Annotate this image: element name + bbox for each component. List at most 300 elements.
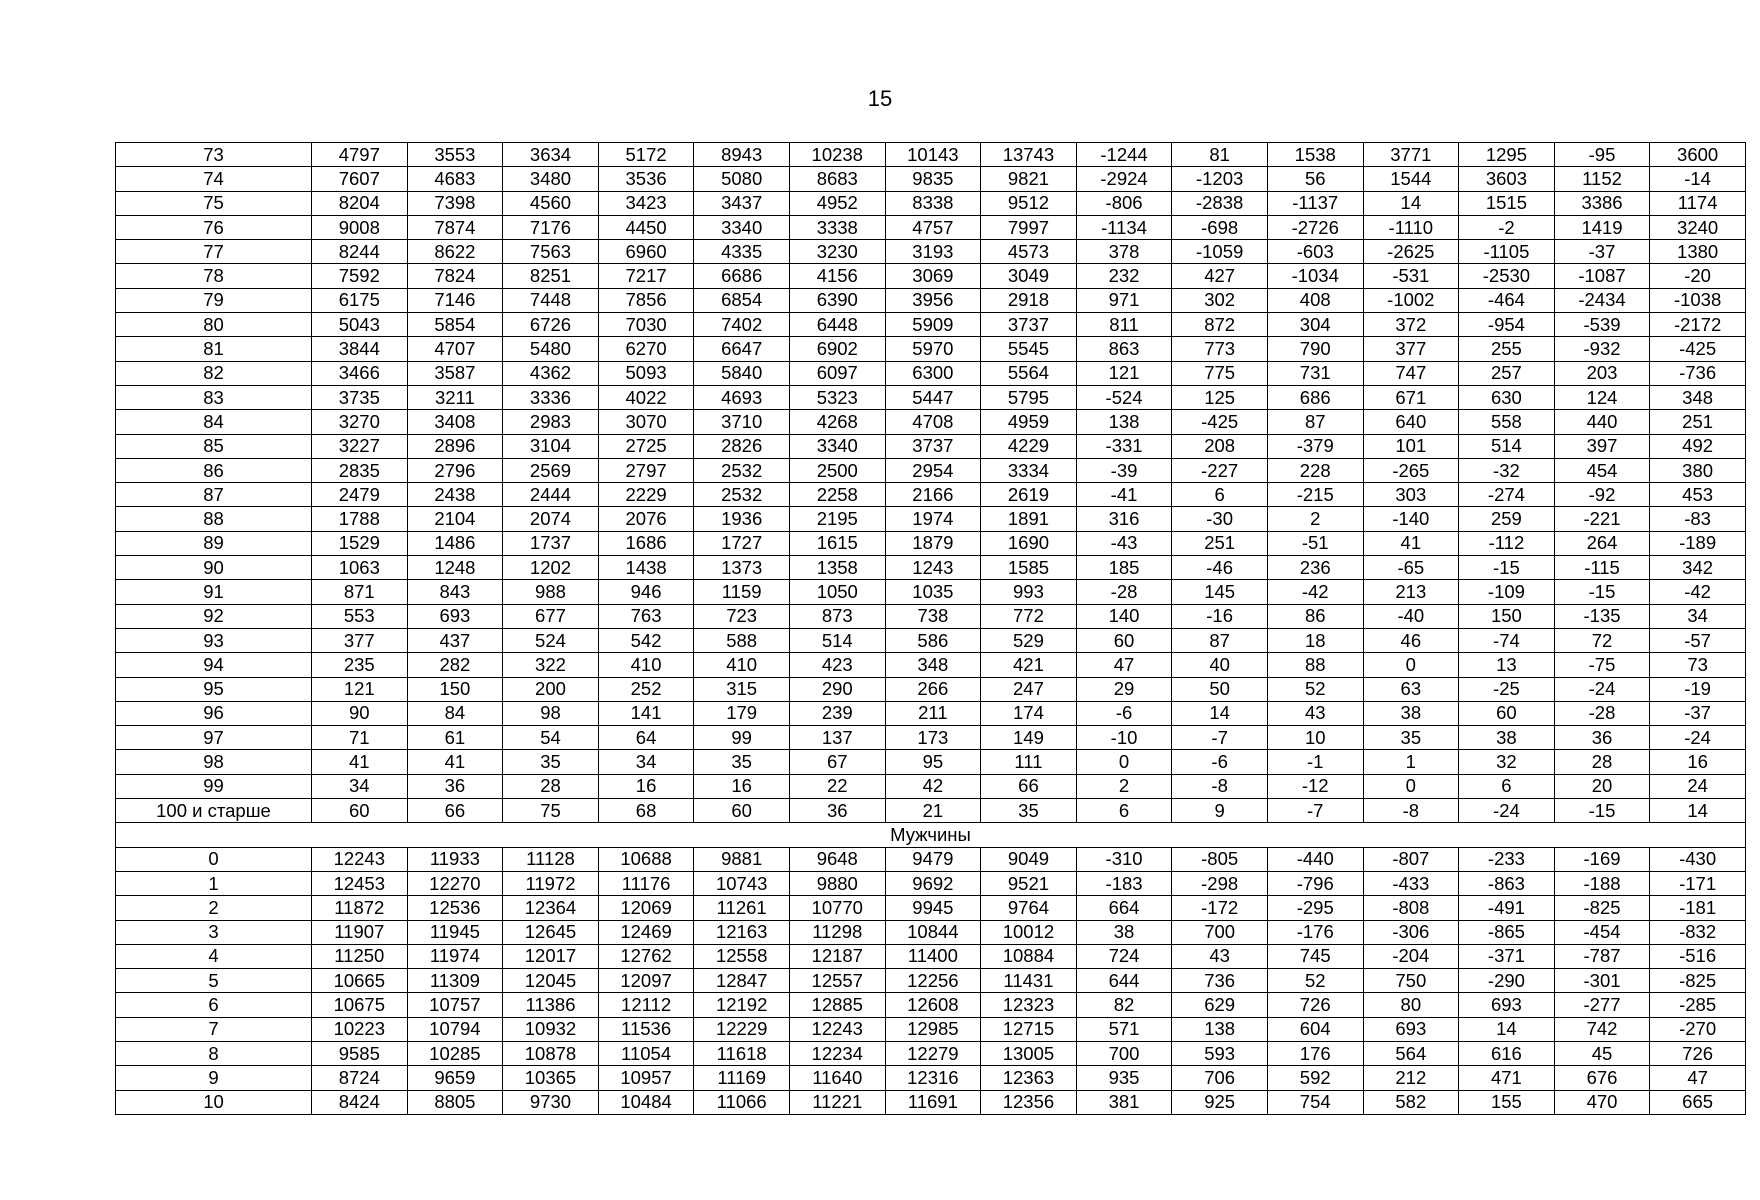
- value-cell: -43: [1076, 531, 1172, 555]
- section-label: Мужчины: [116, 823, 1746, 847]
- value-cell: 2983: [503, 410, 599, 434]
- value-cell: 41: [1363, 531, 1459, 555]
- value-cell: 11972: [503, 871, 599, 895]
- value-cell: 22: [789, 774, 885, 798]
- value-cell: 5480: [503, 337, 599, 361]
- value-cell: 700: [1172, 920, 1268, 944]
- value-cell: 10675: [312, 993, 408, 1017]
- value-cell: 706: [1172, 1066, 1268, 1090]
- value-cell: -176: [1267, 920, 1363, 944]
- page-number: 15: [867, 86, 893, 111]
- value-cell: 586: [885, 628, 981, 652]
- value-cell: 10: [1267, 726, 1363, 750]
- value-cell: 6854: [694, 288, 790, 312]
- value-cell: 3956: [885, 288, 981, 312]
- value-cell: 111: [981, 750, 1077, 774]
- value-cell: 514: [789, 628, 885, 652]
- value-cell: 11169: [694, 1066, 790, 1090]
- value-cell: -806: [1076, 191, 1172, 215]
- value-cell: 9659: [407, 1066, 503, 1090]
- value-cell: 2500: [789, 458, 885, 482]
- value-cell: 3070: [598, 410, 694, 434]
- value-cell: -379: [1267, 434, 1363, 458]
- value-cell: 1152: [1554, 167, 1650, 191]
- value-cell: -10: [1076, 726, 1172, 750]
- value-cell: 145: [1172, 580, 1268, 604]
- value-cell: 529: [981, 628, 1077, 652]
- value-cell: 471: [1459, 1066, 1555, 1090]
- value-cell: -46: [1172, 556, 1268, 580]
- value-cell: 423: [789, 653, 885, 677]
- value-cell: 1585: [981, 556, 1077, 580]
- value-cell: 11261: [694, 896, 790, 920]
- table-row: [116, 483, 1746, 507]
- value-cell: -65: [1363, 556, 1459, 580]
- value-cell: 671: [1363, 385, 1459, 409]
- value-cell: 6448: [789, 313, 885, 337]
- value-cell: 21: [885, 799, 981, 823]
- value-cell: 726: [1267, 993, 1363, 1017]
- value-cell: 10012: [981, 920, 1077, 944]
- value-cell: 5093: [598, 361, 694, 385]
- value-cell: 12469: [598, 920, 694, 944]
- value-cell: 35: [981, 799, 1077, 823]
- value-cell: 322: [503, 653, 599, 677]
- value-cell: -464: [1459, 288, 1555, 312]
- age-cell: 90: [116, 556, 312, 580]
- value-cell: 60: [694, 799, 790, 823]
- value-cell: -83: [1650, 507, 1746, 531]
- value-cell: 12557: [789, 969, 885, 993]
- value-cell: 440: [1554, 410, 1650, 434]
- value-cell: -181: [1650, 896, 1746, 920]
- value-cell: 630: [1459, 385, 1555, 409]
- value-cell: 542: [598, 628, 694, 652]
- age-cell: 86: [116, 458, 312, 482]
- value-cell: 1174: [1650, 191, 1746, 215]
- value-cell: 12316: [885, 1066, 981, 1090]
- value-cell: 731: [1267, 361, 1363, 385]
- value-cell: 4022: [598, 385, 694, 409]
- value-cell: 1380: [1650, 240, 1746, 264]
- value-cell: -1087: [1554, 264, 1650, 288]
- value-cell: -115: [1554, 556, 1650, 580]
- table-row: [116, 410, 1746, 434]
- value-cell: 397: [1554, 434, 1650, 458]
- value-cell: -1134: [1076, 215, 1172, 239]
- value-cell: 2532: [694, 458, 790, 482]
- value-cell: 13005: [981, 1041, 1077, 1065]
- value-cell: 593: [1172, 1041, 1268, 1065]
- value-cell: 7146: [407, 288, 503, 312]
- value-cell: 34: [1650, 604, 1746, 628]
- value-cell: -215: [1267, 483, 1363, 507]
- value-cell: 378: [1076, 240, 1172, 264]
- value-cell: 616: [1459, 1041, 1555, 1065]
- value-cell: -30: [1172, 507, 1268, 531]
- value-cell: 2258: [789, 483, 885, 507]
- value-cell: 1373: [694, 556, 790, 580]
- value-cell: 43: [1172, 944, 1268, 968]
- value-cell: 155: [1459, 1090, 1555, 1114]
- value-cell: -172: [1172, 896, 1268, 920]
- value-cell: 10143: [885, 143, 981, 167]
- value-cell: 9945: [885, 896, 981, 920]
- value-cell: 3423: [598, 191, 694, 215]
- value-cell: 3737: [885, 434, 981, 458]
- value-cell: 1974: [885, 507, 981, 531]
- value-cell: 1159: [694, 580, 790, 604]
- value-cell: 11400: [885, 944, 981, 968]
- value-cell: 259: [1459, 507, 1555, 531]
- value-cell: -6: [1172, 750, 1268, 774]
- age-cell: 85: [116, 434, 312, 458]
- value-cell: 54: [503, 726, 599, 750]
- value-cell: -2434: [1554, 288, 1650, 312]
- table-row: [116, 531, 1746, 555]
- value-cell: 8251: [503, 264, 599, 288]
- value-cell: -24: [1459, 799, 1555, 823]
- value-cell: 2569: [503, 458, 599, 482]
- table-row: [116, 288, 1746, 312]
- age-cell: 75: [116, 191, 312, 215]
- value-cell: 20: [1554, 774, 1650, 798]
- value-cell: 1737: [503, 531, 599, 555]
- value-cell: 724: [1076, 944, 1172, 968]
- value-cell: 16: [1650, 750, 1746, 774]
- value-cell: -42: [1267, 580, 1363, 604]
- value-cell: -24: [1554, 677, 1650, 701]
- age-cell: 91: [116, 580, 312, 604]
- table-row: [116, 167, 1746, 191]
- value-cell: -112: [1459, 531, 1555, 555]
- value-cell: 101: [1363, 434, 1459, 458]
- value-cell: 3386: [1554, 191, 1650, 215]
- value-cell: 1: [1363, 750, 1459, 774]
- age-cell: 78: [116, 264, 312, 288]
- value-cell: 421: [981, 653, 1077, 677]
- value-cell: 664: [1076, 896, 1172, 920]
- value-cell: 303: [1363, 483, 1459, 507]
- table-row: [116, 507, 1746, 531]
- value-cell: 1544: [1363, 167, 1459, 191]
- value-cell: 686: [1267, 385, 1363, 409]
- value-cell: 11691: [885, 1090, 981, 1114]
- value-cell: -24: [1650, 726, 1746, 750]
- age-cell: 100 и старше: [116, 799, 312, 823]
- value-cell: 3104: [503, 434, 599, 458]
- value-cell: 12608: [885, 993, 981, 1017]
- value-cell: 61: [407, 726, 503, 750]
- value-cell: 1788: [312, 507, 408, 531]
- value-cell: 179: [694, 701, 790, 725]
- value-cell: 11176: [598, 871, 694, 895]
- value-cell: 3408: [407, 410, 503, 434]
- value-cell: 6902: [789, 337, 885, 361]
- value-cell: 6097: [789, 361, 885, 385]
- value-cell: -301: [1554, 969, 1650, 993]
- value-cell: -265: [1363, 458, 1459, 482]
- value-cell: 10688: [598, 847, 694, 871]
- value-cell: 7448: [503, 288, 599, 312]
- value-cell: 11974: [407, 944, 503, 968]
- value-cell: -2625: [1363, 240, 1459, 264]
- value-cell: 10285: [407, 1041, 503, 1065]
- value-cell: -32: [1459, 458, 1555, 482]
- value-cell: 935: [1076, 1066, 1172, 1090]
- value-cell: 11298: [789, 920, 885, 944]
- value-cell: 8622: [407, 240, 503, 264]
- value-cell: 2444: [503, 483, 599, 507]
- value-cell: 1686: [598, 531, 694, 555]
- value-cell: 66: [407, 799, 503, 823]
- value-cell: 247: [981, 677, 1077, 701]
- age-cell: 84: [116, 410, 312, 434]
- value-cell: 592: [1267, 1066, 1363, 1090]
- table-row: [116, 750, 1746, 774]
- value-cell: 3466: [312, 361, 408, 385]
- value-cell: 2918: [981, 288, 1077, 312]
- value-cell: 141: [598, 701, 694, 725]
- table-row: [116, 240, 1746, 264]
- value-cell: 2076: [598, 507, 694, 531]
- value-cell: 3338: [789, 215, 885, 239]
- value-cell: -204: [1363, 944, 1459, 968]
- value-cell: 87: [1172, 628, 1268, 652]
- value-cell: 50: [1172, 677, 1268, 701]
- value-cell: 5970: [885, 337, 981, 361]
- table-row: [116, 556, 1746, 580]
- value-cell: 14: [1459, 1017, 1555, 1041]
- value-cell: 9880: [789, 871, 885, 895]
- value-cell: 24: [1650, 774, 1746, 798]
- value-cell: 7592: [312, 264, 408, 288]
- value-cell: 12364: [503, 896, 599, 920]
- value-cell: 174: [981, 701, 1077, 725]
- table-row: [116, 604, 1746, 628]
- age-cell: 2: [116, 896, 312, 920]
- value-cell: -7: [1172, 726, 1268, 750]
- value-cell: 150: [407, 677, 503, 701]
- value-cell: 10957: [598, 1066, 694, 1090]
- value-cell: 871: [312, 580, 408, 604]
- value-cell: 750: [1363, 969, 1459, 993]
- value-cell: -1002: [1363, 288, 1459, 312]
- value-cell: -832: [1650, 920, 1746, 944]
- value-cell: -1244: [1076, 143, 1172, 167]
- value-cell: 380: [1650, 458, 1746, 482]
- age-cell: 6: [116, 993, 312, 1017]
- value-cell: 7176: [503, 215, 599, 239]
- value-cell: 10757: [407, 993, 503, 1017]
- value-cell: -39: [1076, 458, 1172, 482]
- value-cell: 29: [1076, 677, 1172, 701]
- value-cell: -290: [1459, 969, 1555, 993]
- value-cell: 7030: [598, 313, 694, 337]
- value-cell: 124: [1554, 385, 1650, 409]
- value-cell: 11066: [694, 1090, 790, 1114]
- value-cell: -1137: [1267, 191, 1363, 215]
- value-cell: 12270: [407, 871, 503, 895]
- table-row: [116, 969, 1746, 993]
- value-cell: 10794: [407, 1017, 503, 1041]
- value-cell: 11618: [694, 1041, 790, 1065]
- value-cell: 4757: [885, 215, 981, 239]
- value-cell: 872: [1172, 313, 1268, 337]
- value-cell: 9008: [312, 215, 408, 239]
- value-cell: 2725: [598, 434, 694, 458]
- table-row: [116, 726, 1746, 750]
- value-cell: 315: [694, 677, 790, 701]
- value-cell: 35: [503, 750, 599, 774]
- age-cell: 88: [116, 507, 312, 531]
- value-cell: 12243: [789, 1017, 885, 1041]
- value-cell: 32: [1459, 750, 1555, 774]
- value-cell: 5795: [981, 385, 1077, 409]
- value-cell: 693: [407, 604, 503, 628]
- value-cell: 1615: [789, 531, 885, 555]
- value-cell: -8: [1363, 799, 1459, 823]
- value-cell: 3587: [407, 361, 503, 385]
- value-cell: -8: [1172, 774, 1268, 798]
- value-cell: 524: [503, 628, 599, 652]
- value-cell: 36: [407, 774, 503, 798]
- table-row: [116, 337, 1746, 361]
- value-cell: 7874: [407, 215, 503, 239]
- value-cell: -227: [1172, 458, 1268, 482]
- value-cell: 12243: [312, 847, 408, 871]
- value-cell: 2532: [694, 483, 790, 507]
- age-cell: 95: [116, 677, 312, 701]
- value-cell: 12279: [885, 1041, 981, 1065]
- value-cell: 0: [1363, 774, 1459, 798]
- value-cell: -807: [1363, 847, 1459, 871]
- value-cell: 4156: [789, 264, 885, 288]
- value-cell: 873: [789, 604, 885, 628]
- value-cell: 1419: [1554, 215, 1650, 239]
- value-cell: 84: [407, 701, 503, 725]
- value-cell: 71: [312, 726, 408, 750]
- table-row: [116, 313, 1746, 337]
- value-cell: -285: [1650, 993, 1746, 1017]
- value-cell: 2835: [312, 458, 408, 482]
- value-cell: 11309: [407, 969, 503, 993]
- value-cell: -808: [1363, 896, 1459, 920]
- table-row: [116, 677, 1746, 701]
- value-cell: 8424: [312, 1090, 408, 1114]
- value-cell: 1358: [789, 556, 885, 580]
- value-cell: 4797: [312, 143, 408, 167]
- value-cell: 8338: [885, 191, 981, 215]
- value-cell: 6: [1459, 774, 1555, 798]
- value-cell: 3553: [407, 143, 503, 167]
- value-cell: -516: [1650, 944, 1746, 968]
- value-cell: 7856: [598, 288, 694, 312]
- table-row: [116, 385, 1746, 409]
- value-cell: -12: [1267, 774, 1363, 798]
- value-cell: 11933: [407, 847, 503, 871]
- value-cell: -1105: [1459, 240, 1555, 264]
- value-cell: 470: [1554, 1090, 1650, 1114]
- value-cell: -28: [1076, 580, 1172, 604]
- value-cell: 4693: [694, 385, 790, 409]
- value-cell: 1248: [407, 556, 503, 580]
- value-cell: 10223: [312, 1017, 408, 1041]
- value-cell: 0: [1363, 653, 1459, 677]
- value-cell: 408: [1267, 288, 1363, 312]
- age-cell: 99: [116, 774, 312, 798]
- value-cell: 36: [1554, 726, 1650, 750]
- age-cell: 76: [116, 215, 312, 239]
- value-cell: 676: [1554, 1066, 1650, 1090]
- age-cell: 73: [116, 143, 312, 167]
- value-cell: 9835: [885, 167, 981, 191]
- value-cell: -306: [1363, 920, 1459, 944]
- value-cell: 12187: [789, 944, 885, 968]
- value-cell: -28: [1554, 701, 1650, 725]
- value-cell: -433: [1363, 871, 1459, 895]
- value-cell: 1690: [981, 531, 1077, 555]
- value-cell: -2: [1459, 215, 1555, 239]
- table-row: [116, 1041, 1746, 1065]
- value-cell: 410: [598, 653, 694, 677]
- value-cell: 3340: [789, 434, 885, 458]
- value-cell: 811: [1076, 313, 1172, 337]
- value-cell: -37: [1650, 701, 1746, 725]
- value-cell: 12192: [694, 993, 790, 1017]
- value-cell: -425: [1172, 410, 1268, 434]
- value-cell: -40: [1363, 604, 1459, 628]
- value-cell: 342: [1650, 556, 1746, 580]
- value-cell: 67: [789, 750, 885, 774]
- value-cell: 863: [1076, 337, 1172, 361]
- value-cell: -57: [1650, 628, 1746, 652]
- value-cell: 9512: [981, 191, 1077, 215]
- table-row: [116, 1017, 1746, 1041]
- value-cell: 0: [1076, 750, 1172, 774]
- value-cell: 4707: [407, 337, 503, 361]
- value-cell: 693: [1459, 993, 1555, 1017]
- value-cell: -15: [1554, 799, 1650, 823]
- age-cell: 5: [116, 969, 312, 993]
- value-cell: 200: [503, 677, 599, 701]
- value-cell: 56: [1267, 167, 1363, 191]
- value-cell: 2619: [981, 483, 1077, 507]
- value-cell: 14: [1363, 191, 1459, 215]
- value-cell: 10770: [789, 896, 885, 920]
- age-cell: 96: [116, 701, 312, 725]
- value-cell: 1727: [694, 531, 790, 555]
- age-cell: 93: [116, 628, 312, 652]
- value-cell: 492: [1650, 434, 1746, 458]
- value-cell: 564: [1363, 1041, 1459, 1065]
- value-cell: 3049: [981, 264, 1077, 288]
- value-cell: 754: [1267, 1090, 1363, 1114]
- value-cell: 775: [1172, 361, 1268, 385]
- value-cell: 73: [1650, 653, 1746, 677]
- value-cell: 66: [981, 774, 1077, 798]
- value-cell: 8724: [312, 1066, 408, 1090]
- value-cell: 10884: [981, 944, 1077, 968]
- value-cell: 582: [1363, 1090, 1459, 1114]
- value-cell: -454: [1554, 920, 1650, 944]
- value-cell: -1038: [1650, 288, 1746, 312]
- value-cell: -863: [1459, 871, 1555, 895]
- age-cell: 79: [116, 288, 312, 312]
- value-cell: 348: [885, 653, 981, 677]
- value-cell: 3336: [503, 385, 599, 409]
- value-cell: -51: [1267, 531, 1363, 555]
